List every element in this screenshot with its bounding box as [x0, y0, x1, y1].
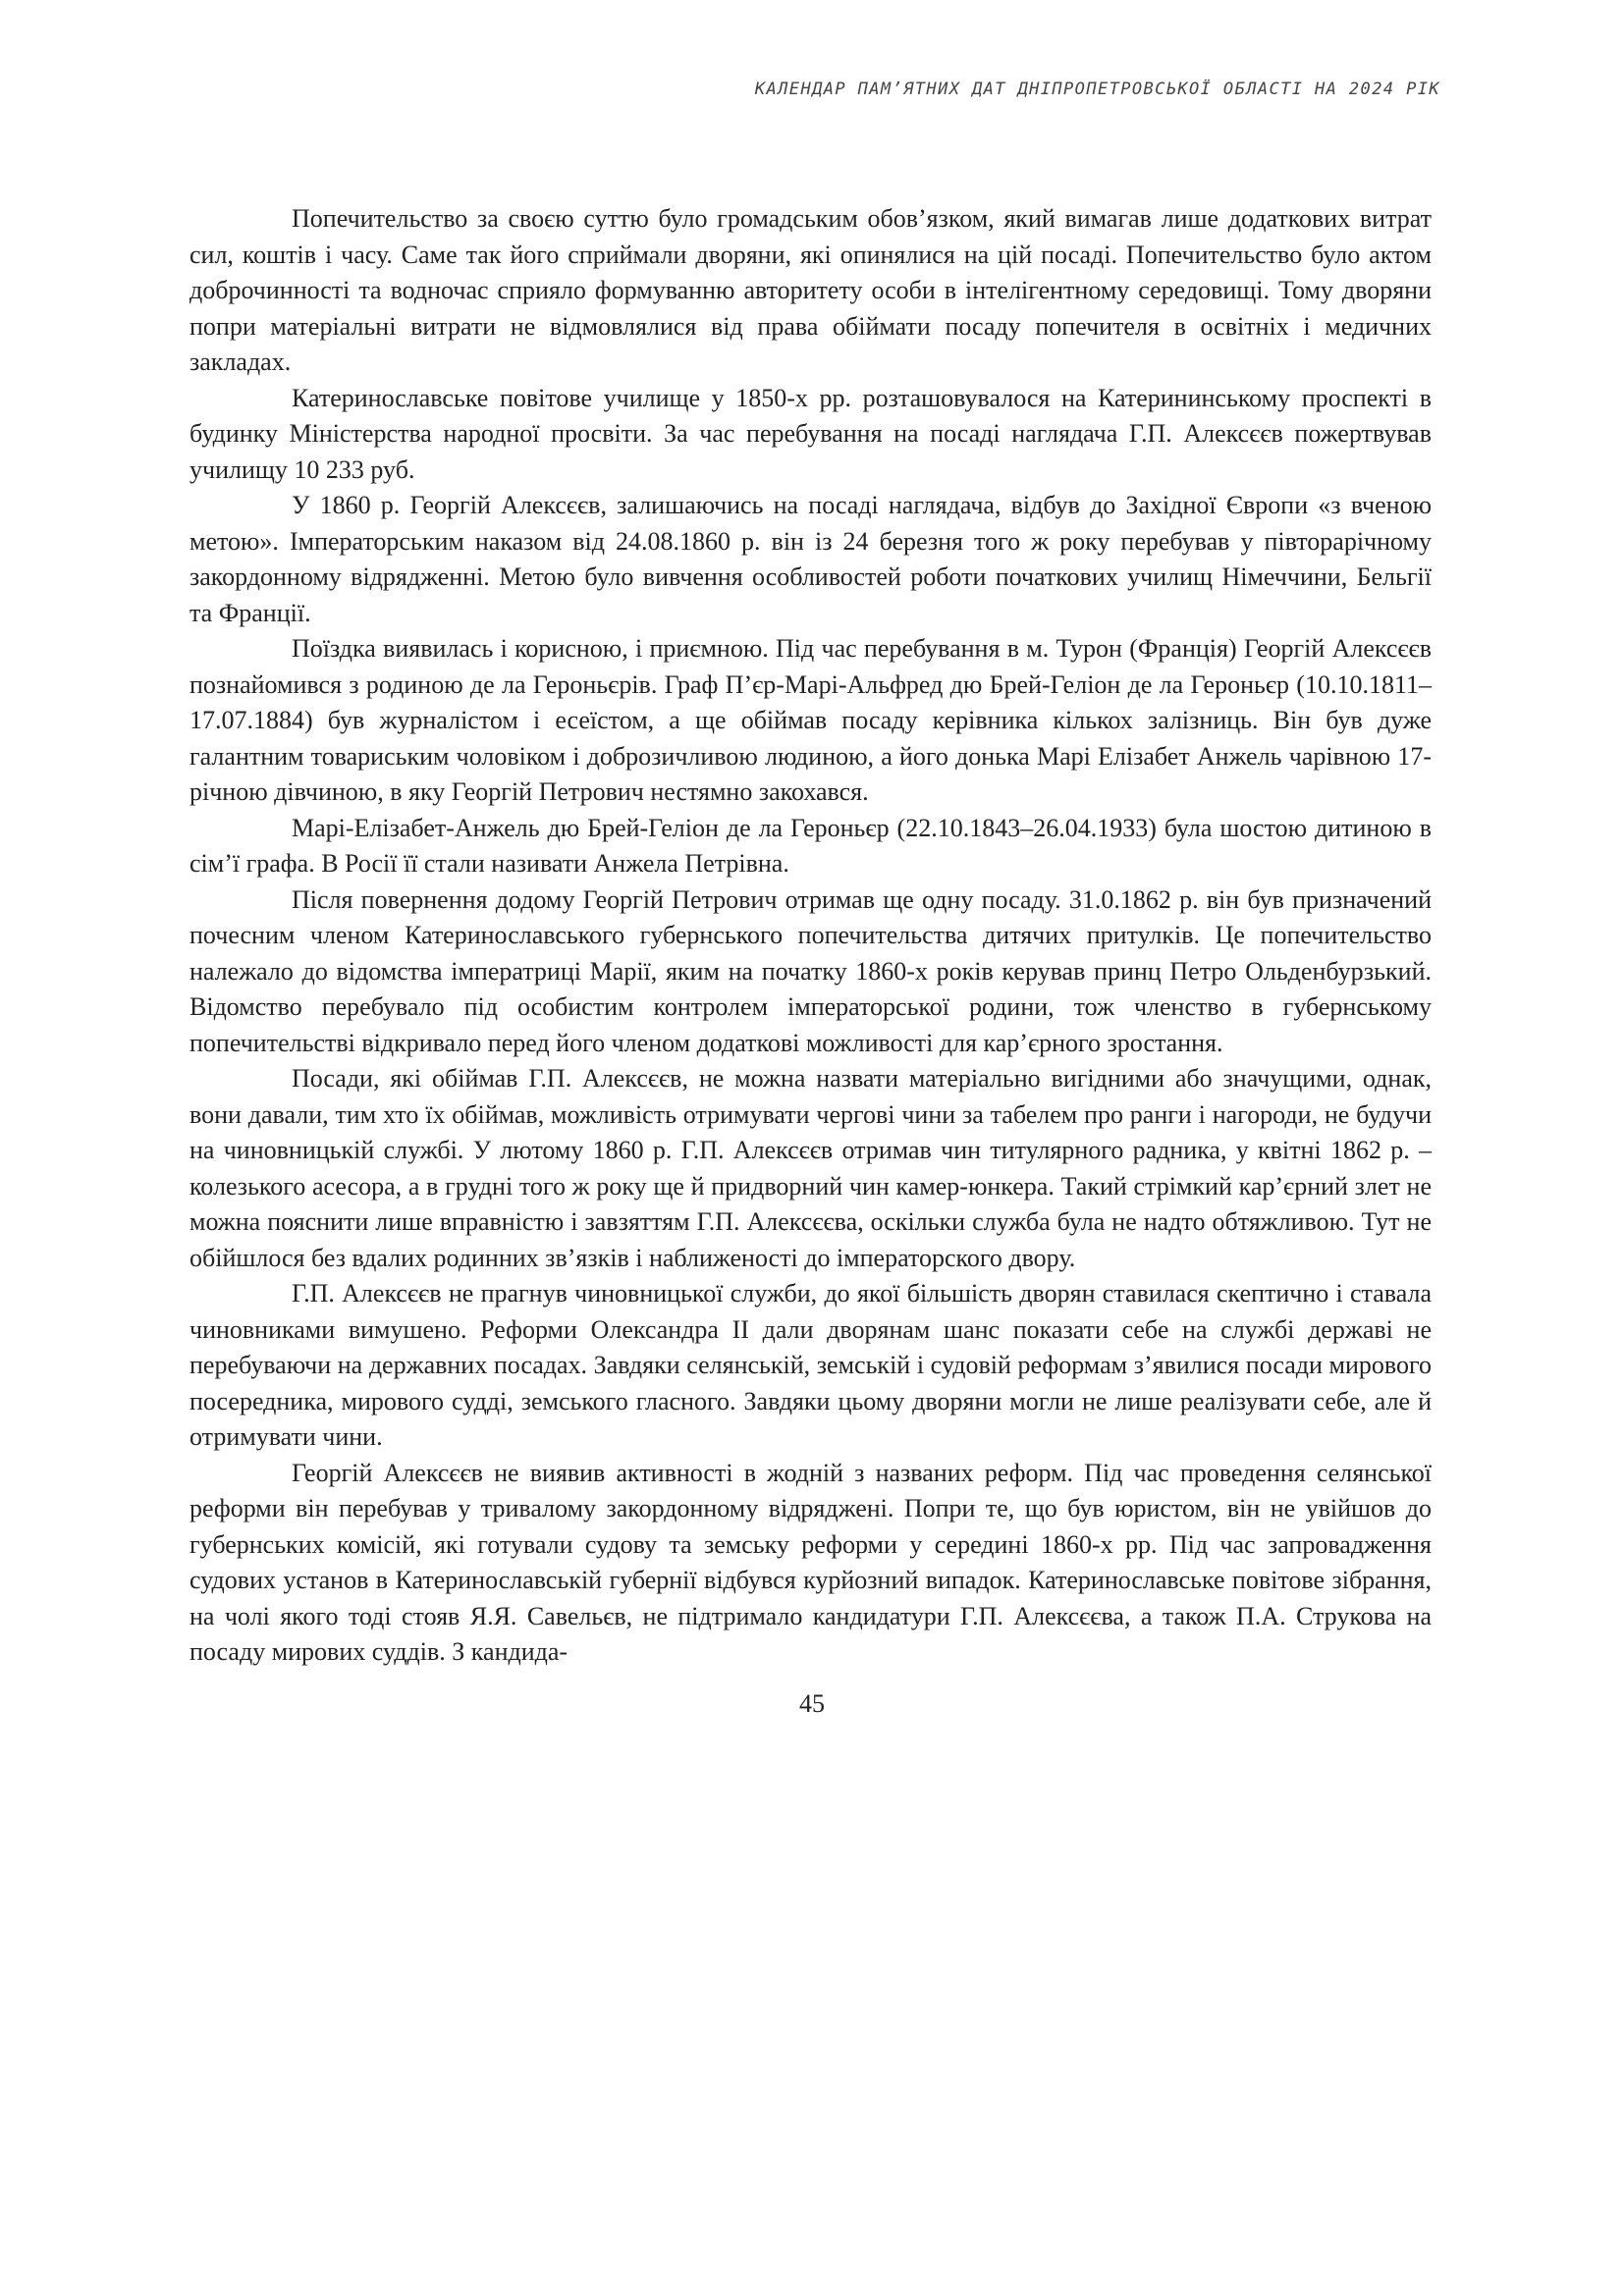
- paragraph: Попечительство за своєю суттю було громадським обов’язком, який вимагав лише додаткових витрат сил, коштів і часу. Саме так його сприймали дворяни, які опинялися на цій посаді. Попечительство було актом доброчинності та водночас сприяло формуванню авторитету особи в інтелігентному середовищі. Тому дворяни попри матеріальні витрати не відмовлялися від права обіймати посаду попечителя в освітніх і медичних закладах.: [189, 204, 1432, 376]
- paragraph: Після повернення додому Георгій Петрович отримав ще одну посаду. 31.0.1862 р. він був призначений почесним членом Катеринославського губернського попечительства дитячих притулків. Це попечительство належало до відомства імператриці Марії, яким на початку 1860-х років керував принц Петро Ольденбурзький. Відомство перебувало під особистим контролем імператорської родини, тож членство в губернському попечительстві відкривало перед його членом додаткові можливості для кар’єрного зростання.: [189, 884, 1432, 1057]
- page-number: 45: [799, 1689, 825, 1718]
- paragraph: Поїздка виявилась і корисною, і приємною. Під час перебування в м. Турон (Франція) Георгій Алексєєв познайомився з родиною де ла Героньєрів. Граф П’єр-Марі-Альфред дю Брей-Геліон де ла Героньєр (10.10.1811–17.07.1884) був журналістом і есеїстом, а ще обіймав посаду керівника кількох залізниць. Він був дуже галантним товариським чоловіком і доброзичливою людиною, а його донька Марі Елізабет Анжель чарівною 17-річною дівчиною, в яку Георгій Петрович нестямно закохався.: [189, 634, 1432, 806]
- body-text: [189, 201, 1432, 1671]
- paragraph: У 1860 р. Георгій Алексєєв, залишаючись на посаді наглядача, відбув до Західної Європи «з вченою метою». Імператорським наказом від 24.08.1860 р. він із 24 березня того ж року перебував у півторарічному закордонному відрядженні. Метою було вивчення особливостей роботи початкових училищ Німеччини, Бельгії та Франції.: [189, 491, 1432, 627]
- paragraph: Г.П. Алексєєв не прагнув чиновницької служби, до якої більшість дворян ставилася скептично і ставала чиновниками вимушено. Реформи Олександра ІІ дали дворянам шанс показати себе на службі державі не перебуваючи на державних посадах. Завдяки селянській, земській і судовій реформам з’явилися посади мирового посередника, мирового судді, земського гласного. Завдяки цьому дворяни могли не лише реалізувати себе, але й отримувати чини.: [189, 1279, 1432, 1451]
- paragraph: Катеринославське повітове училище у 1850-х рр. розташовувалося на Катерининському проспекті в будинку Міністерства народної просвіти. За час перебування на посаді наглядача Г.П. Алексєєв пожертвував училищу 10 233 руб.: [189, 383, 1432, 484]
- paragraph: Посади, які обіймав Г.П. Алексєєв, не можна назвати матеріально вигідними або значущими, однак, вони давали, тим хто їх обіймав, можливість отримувати чергові чини за табелем про ранги і нагороди, не будучи на чиновницькій службі. У лютому 1860 р. Г.П. Алексєєв отримав чин титулярного радника, у квітні 1862 р. – колезького асесора, а в грудні того ж року ще й придворний чин камер-юнкера. Такий стрімкий кар’єрний злет не можна пояснити лише вправністю і завзяттям Г.П. Алексєєва, оскільки служба була не надто обтяжливою. Тут не обійшлося без вдалих родинних зв’язків і наближеності до імператорского двору.: [189, 1064, 1432, 1272]
- paragraph: Георгій Алексєєв не виявив активності в жодній з названих реформ. Під час проведення селянської реформи він перебував у тривалому закордонному відряджені. Попри те, що був юристом, він не увійшов до губернських комісій, які готували судову та земську реформи у середині 1860-х рр. Під час запровадження судових установ в Катеринославській губернії відбувся курйозний випадок. Катеринославське повітове зібрання, на чолі якого тоді стояв Я.Я. Савельєв, не підтримало кандидатури Г.П. Алексєєва, а також П.А. Струкова на посаду мирових суддів. З кандида-: [189, 1458, 1432, 1666]
- running-header: КАЛЕНДАР ПАМ’ЯТНИХ ДАТ ДНІПРОПЕТРОВСЬКОЇ ОБЛАСТІ НА 2024 РІК: [754, 80, 1440, 99]
- paragraph: Марі-Елізабет-Анжель дю Брей-Геліон де ла Героньєр (22.10.1843–26.04.1933) була шостою дитиною в сім’ї графа. В Росії її стали називати Анжела Петрівна.: [189, 813, 1432, 878]
